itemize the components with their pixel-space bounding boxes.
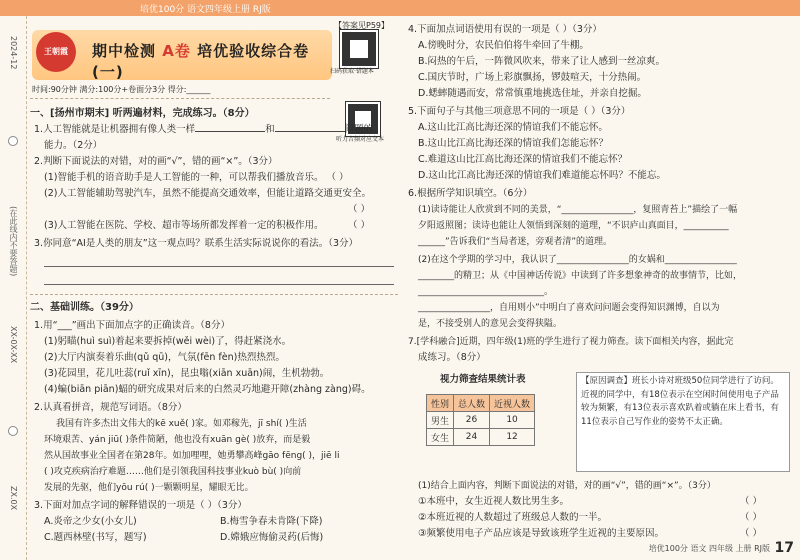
q7-1-2: ②本班近视的人数超过了班级总人数的一半。 bbox=[418, 512, 608, 523]
top-bar bbox=[0, 0, 800, 16]
q2-2: 2.认真看拼音，规范写词语。（8分） bbox=[34, 402, 187, 413]
left-column bbox=[30, 18, 400, 558]
reason-survey-box: 【原因调查】班长小诗对班级50位同学进行了访问。近视的同学中，有18位表示在空闲时间使用电子产品较为频繁，有13位表示喜欢趴着或躺在床上看书，有11位表示自己写作业的姿势不太正确。 bbox=[576, 372, 790, 472]
q2-1-1: (1)躬瞄(huì suì)着起来要拆掉(wěi wèi)了，得赶紧浇水。 bbox=[44, 336, 292, 347]
answer-paren[interactable]: （ ） bbox=[740, 512, 763, 523]
q6-2-line3: ____________________________。 bbox=[418, 287, 554, 297]
title-pre: 期中检测 bbox=[92, 42, 157, 60]
q2-2-line5: 发展的先驱，他们yōu rú( )一颗颗明星，耀眼无比。 bbox=[44, 483, 254, 493]
q6-2-line2: ________的精卫；从《中国神话传说》中读到了许多想象神奇的故事情节，比如， bbox=[418, 271, 743, 281]
q2-2-line1: 我国有许多杰出文伟大的kē xuě( )家。如邓稼先，jī shí( )生活 bbox=[56, 419, 307, 429]
page-number: 17 bbox=[774, 540, 794, 556]
q4: 4.下面加点词语使用有误的一项是（ ）（3分） bbox=[408, 24, 602, 35]
table-header: 总人数 bbox=[454, 395, 490, 412]
option-a[interactable]: A.炎帝之少女(小女儿) bbox=[44, 516, 137, 527]
q1-3: 3.你同意“AI是人类的朋友”这一观点吗？联系生活实际说说你的看法。（3分） bbox=[34, 238, 359, 249]
q1-1-cont: 能力。（2分） bbox=[44, 140, 103, 151]
option-b[interactable]: B.梅雪争春未肯降(下降) bbox=[220, 516, 323, 527]
table-cell: 12 bbox=[490, 429, 535, 446]
section-1-title: 一、[扬州市期末] 听两遍材料，完成练习。（8分） bbox=[30, 108, 255, 119]
divider bbox=[30, 294, 398, 295]
q7-1-3: ③频繁使用电子产品应该是导致该班学生近视的主要原因。 bbox=[418, 528, 665, 539]
answer-blank[interactable] bbox=[195, 131, 265, 132]
table-header: 性别 bbox=[427, 395, 454, 412]
vision-table bbox=[426, 394, 535, 446]
q2-3: 3.下面对加点字词的解释错误的一项是（ ）（3分） bbox=[34, 500, 247, 511]
qr-caption: 扫码获取·错题本 bbox=[330, 68, 374, 75]
q6-1-line1: (1)读诗能让人欣赏到不同的美景，“________________，复照青苔上”描绘了一幅 bbox=[418, 205, 738, 215]
qr-code-icon[interactable] bbox=[340, 30, 378, 68]
binding-hole-icon bbox=[8, 136, 18, 146]
q5: 5.下面句子与其他三项意思不同的一项是（ ）（3分） bbox=[408, 106, 631, 117]
title-post: 培优验收综合卷(一) bbox=[92, 42, 310, 81]
q1-2-3: (3)人工智能在医院、学校、超市等场所都发挥着一定的积极作用。 bbox=[44, 220, 324, 231]
q2-2-line4: ( )攻克疾病治疗难题……他们是引领我国科技事业kuò bù( )向前 bbox=[44, 467, 302, 477]
q4-b[interactable]: B.闷热的午后，一阵微风吹来，带来了让人感到一丝凉爽。 bbox=[418, 56, 666, 67]
binding-hole-icon bbox=[8, 426, 18, 436]
q7-cont: 成练习。（8分） bbox=[418, 352, 486, 363]
q2-1: 1.用“___”画出下面加点字的正确读音。（8分） bbox=[34, 320, 230, 331]
q4-c[interactable]: C.国庆节时，广场上彩旗飘扬，锣鼓喧天，十分热闹。 bbox=[418, 72, 647, 83]
answer-paren[interactable]: （ ） bbox=[348, 220, 371, 231]
q2-2-line3: 然从国故事业全国者在第28年。如加哩哩，她勇攀高峰gāo fēng( )，jiē li bbox=[44, 451, 340, 461]
margin-code: 2024-12 bbox=[9, 36, 18, 70]
table-header: 近视人数 bbox=[490, 395, 535, 412]
answer-paren[interactable]: （ ） bbox=[740, 528, 763, 539]
brand-logo: 王朝霞 bbox=[36, 32, 76, 72]
answer-line[interactable] bbox=[44, 266, 394, 267]
q2-1-3: (3)花园里，花儿吐蕊(ruǐ xīn)，昆虫嗡(xiān xuān)闹，生机勃勃。 bbox=[44, 368, 330, 379]
q5-d[interactable]: D.这山比江高比海还深的情谊我们难道能忘怀吗？不能忘。 bbox=[418, 170, 666, 181]
answer-paren[interactable]: （ ） bbox=[740, 496, 763, 507]
q7: 7.[学科融合]近期，四年级(1)班的学生进行了视力筛查。读下面相关内容，据此完 bbox=[408, 337, 734, 347]
table-cell: 24 bbox=[454, 429, 490, 446]
option-d[interactable]: D.嫦娥应悔偷灵药(后悔) bbox=[220, 532, 324, 543]
exam-meta: 时间:90分钟 满分:100分+卷面分3分 得分:______ bbox=[32, 85, 211, 94]
q6-2-line1: (2)在这个学期的学习中，我认识了________________的女娲和________________ bbox=[418, 255, 737, 265]
q6-1-line3: ______”告诉我们“当局者迷，旁观者清”的道理。 bbox=[418, 237, 612, 247]
exam-title bbox=[92, 40, 332, 82]
answer-line[interactable] bbox=[44, 284, 394, 285]
q7-1-1: ①本班中，女生近视人数比男生多。 bbox=[418, 496, 570, 507]
answer-paren[interactable]: （ ） bbox=[348, 204, 371, 215]
q6-2-line4: ________________，自用则小”中明白了喜欢问问题会变得知识渊博，自以为 bbox=[418, 303, 720, 313]
footer-text: 培优100分 语文 四年级 上册 RJ版 bbox=[648, 544, 770, 553]
right-column bbox=[404, 18, 794, 558]
q5-b[interactable]: B.这山比江高比海还深的情谊我们怎能忘怀？ bbox=[418, 138, 609, 149]
q2-1-4: (4)蝙(biān piān)蝠的研究成果对后来的白然灵巧地避开障(zhàng zàng)碍。 bbox=[44, 384, 371, 395]
exam-header bbox=[32, 30, 332, 80]
option-c[interactable]: C.题西林壁(书写，题写) bbox=[44, 532, 147, 543]
q1-2-2: (2)人工智能辅助驾驶汽车，虽然不能提高交通效率，但能让道路交通更安全。 bbox=[44, 188, 371, 199]
answer-blank[interactable] bbox=[275, 131, 345, 132]
q4-d[interactable]: D.蟋蟀随遇而安，常常慎重地挑选住址，并亲自挖掘。 bbox=[418, 88, 647, 99]
q1-1: 1.人工智能就是让机器拥有像人类一样 和 问题的 bbox=[34, 124, 374, 135]
divider bbox=[30, 98, 330, 99]
q2-2-line2: 环境艰苦、yán jiū( )条件简陋，他也没有xuān gè( )放弃，而是毅 bbox=[44, 435, 311, 445]
q6-2-line5: 是，不接受别人的意见会变得狭隘。 bbox=[418, 319, 563, 329]
q1-2-1: (1)智能手机的语音助手是人工智能的一种，可以帮我们播放音乐。 （ ） bbox=[44, 172, 349, 183]
q4-a[interactable]: A.傍晚时分，农民伯伯将牛牵回了牛棚。 bbox=[418, 40, 589, 51]
q5-a[interactable]: A.这山比江高比海还深的情谊我们不能忘怀。 bbox=[418, 122, 608, 133]
margin-label: XX-0X-XX bbox=[9, 326, 18, 364]
binding-margin bbox=[0, 16, 27, 560]
title-tag: A卷 bbox=[162, 42, 191, 60]
table-cell: 26 bbox=[454, 412, 490, 429]
answer-reference: 【答案见P59】 bbox=[334, 21, 390, 30]
table-cell: 女生 bbox=[427, 429, 454, 446]
q5-c[interactable]: C.难道这山比江高比海还深的情谊我们不能忘怀？ bbox=[418, 154, 628, 165]
q6-1-line2: 夕阳返照图；读诗也能让人领悟到深刻的道理，“不识庐山真面目，__________ bbox=[418, 221, 729, 231]
table-title: 视力筛查结果统计表 bbox=[440, 374, 526, 385]
section-2-title: 二、基础训练。（39分） bbox=[30, 302, 139, 313]
qr-caption-audio: 听力音频对应文本 bbox=[336, 136, 385, 143]
q7-1: (1)结合上面内容，判断下面说法的对错，对的画“√”，错的画“×”。（3分） bbox=[418, 481, 716, 491]
table-cell: 10 bbox=[490, 412, 535, 429]
margin-instruction: (在此线内不要答题) bbox=[9, 206, 18, 277]
q1-2: 2.判断下面说法的对错，对的画“√”，错的画“×”。（3分） bbox=[34, 156, 278, 167]
top-bar-text: 培优100分 语文四年级上册 RJ版 bbox=[140, 5, 271, 15]
table-cell: 男生 bbox=[427, 412, 454, 429]
q6: 6.根据所学知识填空。（6分） bbox=[408, 188, 533, 199]
q2-1-2: (2)大厅内演奏着乐曲(qǔ qū)，气氛(fēn fèn)热烈热烈。 bbox=[44, 352, 285, 363]
margin-label-bottom: ZX.0X bbox=[9, 486, 18, 511]
